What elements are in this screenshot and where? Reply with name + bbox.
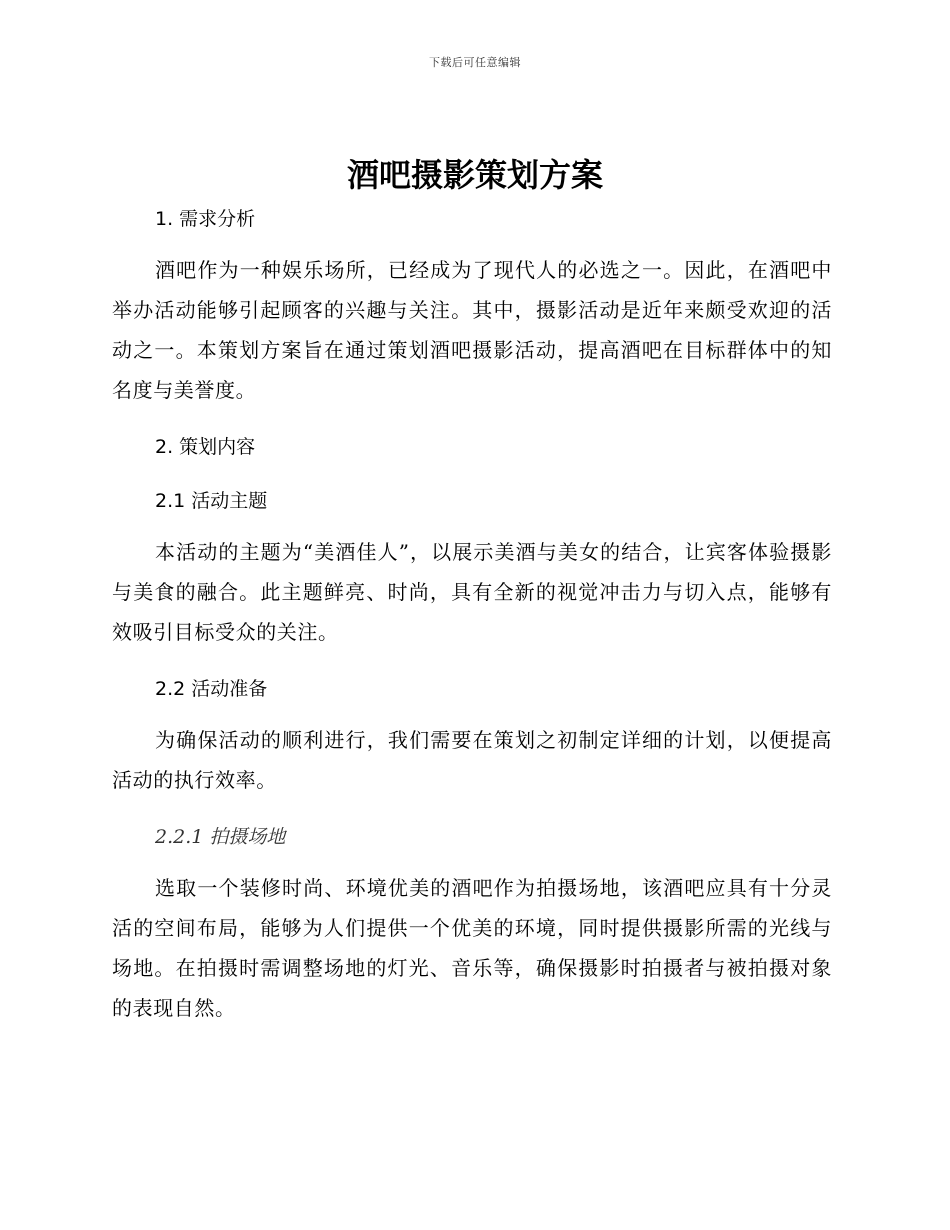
section-heading-1: 1. 需求分析 [155,208,256,230]
section-heading-2-2: 2.2 活动准备 [155,678,268,700]
section-heading-2-1: 2.1 活动主题 [155,490,268,512]
document-body [112,202,832,1028]
section-2-1-paragraph: 本活动的主题为“美酒佳人”，以展示美酒与美女的结合，让宾客体验摄影与美食的融合。此主题鲜亮、时尚，具有全新的视觉冲击力与切入点，能够有效吸引目标受众的关注。 [112,540,832,644]
section-2-2-1-paragraph: 选取一个装修时尚、环境优美的酒吧作为拍摄场地，该酒吧应具有十分灵活的空间布局，能够为人们提供一个优美的环境，同时提供摄影所需的光线与场地。在拍摄时需调整场地的灯光、音乐等，确保摄影时拍摄者与被拍摄对象的表现自然。 [112,876,832,1020]
section-heading-2-2-1: 2.2.1 拍摄场地 [155,826,286,848]
section-1-paragraph: 酒吧作为一种娱乐场所，已经成为了现代人的必选之一。因此，在酒吧中举办活动能够引起顾客的兴趣与关注。其中，摄影活动是近年来颇受欢迎的活动之一。本策划方案旨在通过策划酒吧摄影活动，提高酒吧在目标群体中的知名度与美誉度。 [112,258,832,402]
section-heading-2: 2. 策划内容 [155,436,256,458]
document-title: 酒吧摄影策划方案 [346,156,603,194]
section-2-2-paragraph: 为确保活动的顺利进行，我们需要在策划之初制定详细的计划，以便提高活动的执行效率。 [112,728,832,792]
page-header-note: 下载后可任意编辑 [429,56,521,69]
